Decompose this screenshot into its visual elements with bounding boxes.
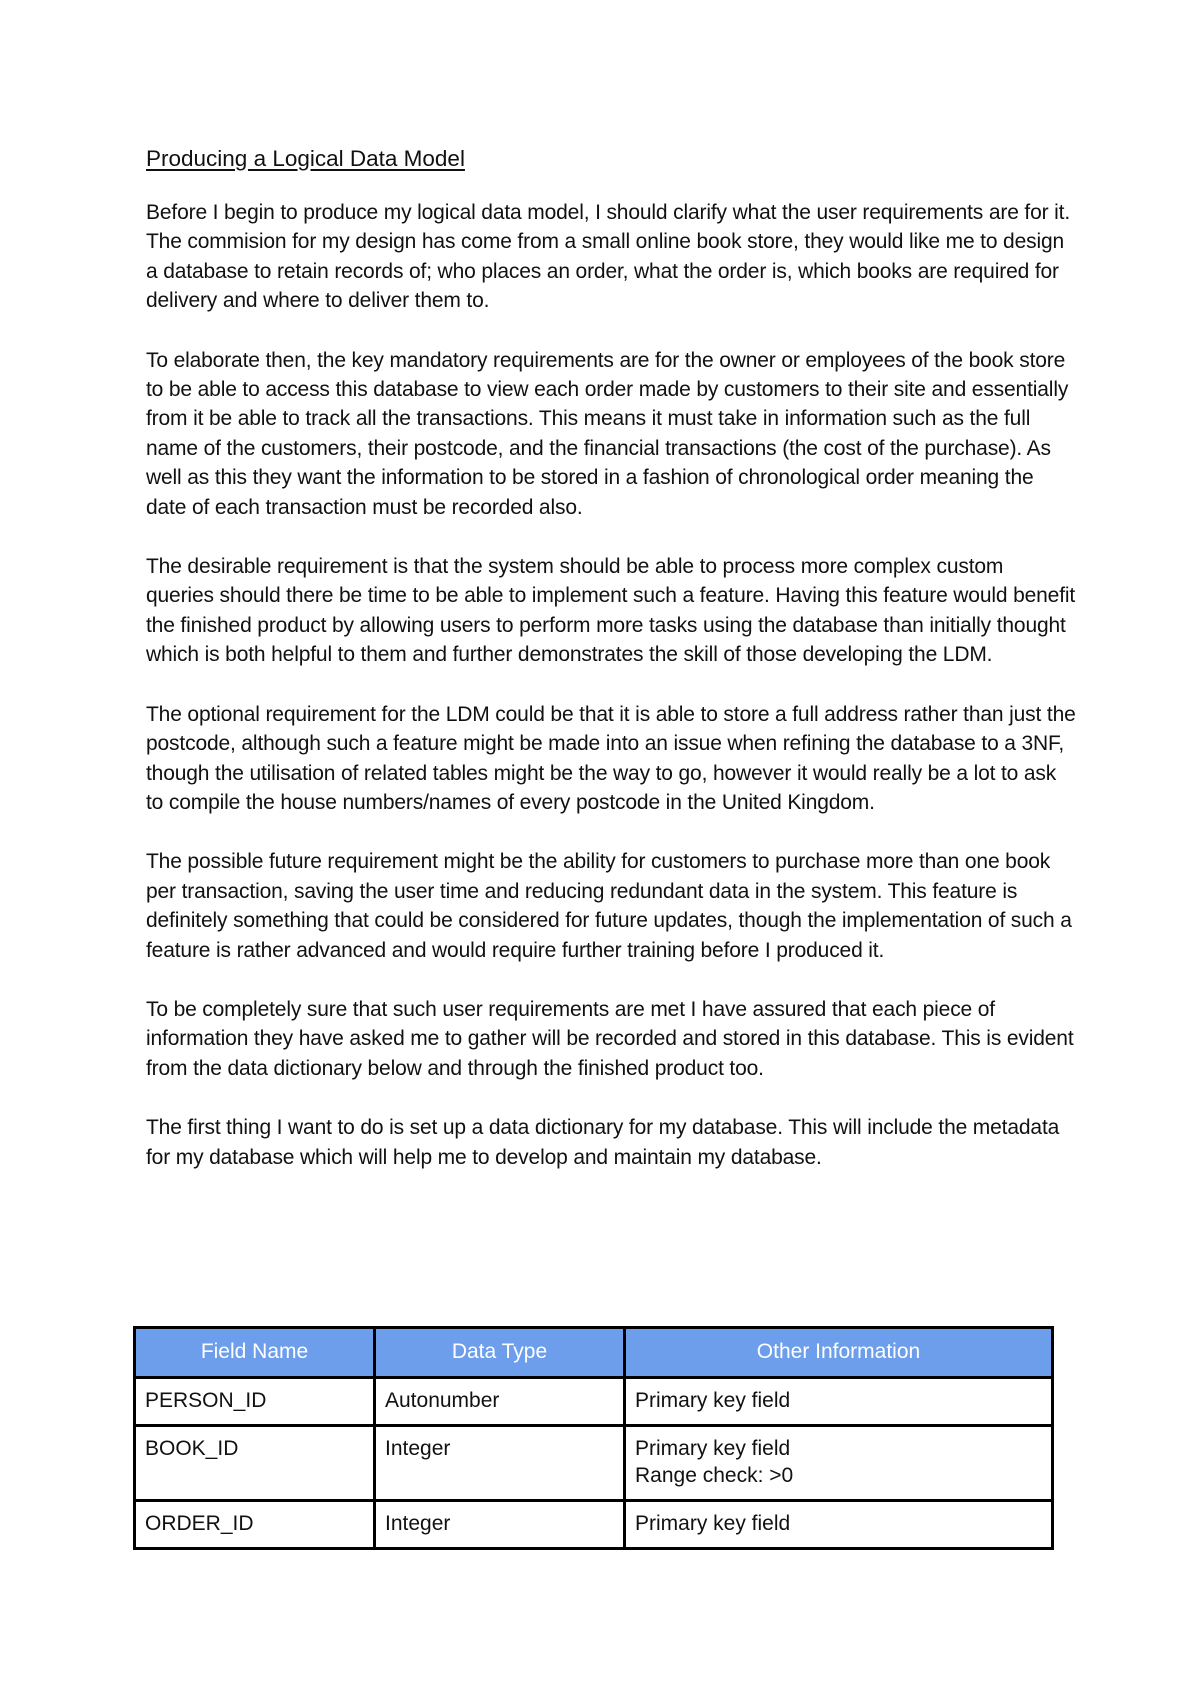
paragraph-data-dictionary-intro: The first thing I want to do is set up a data dictionary for my database. This will include the metadata for my database which will help me to develop and maintain my database. (146, 1116, 1060, 1169)
document-title: Producing a Logical Data Model (146, 146, 465, 171)
table-row (135, 1378, 1053, 1426)
table-row (135, 1426, 1053, 1501)
paragraph-requirements-met: To be completely sure that such user requirements are met I have assured that each piece of information they have asked me to gather will be recorded and stored in this database. This is evident from the data dictionary below and through the finished product too. (146, 997, 1074, 1080)
document-body (146, 144, 1076, 1202)
cell-other-information: Primary key field (625, 1501, 1053, 1549)
cell-other-information: Primary key field (625, 1378, 1053, 1426)
header-data-type: Data Type (375, 1328, 625, 1378)
paragraph-intro: Before I begin to produce my logical data model, I should clarify what the user requirements are for it. The commision for my design has come from a small online book store, they would like me to design a database to retain records of; who places an order, what the order is, which books are required for delivery and where to deliver them to. (146, 201, 1071, 313)
paragraph-optional-requirement: The optional requirement for the LDM could be that it is able to store a full address rather than just the postcode, although such a feature might be made into an issue when refining the database to a 3NF, though the utilisation of related tables might be the way to go, however it would really be a lot to ask to compile the house numbers/names of every postcode in the United Kingdom. (146, 702, 1076, 814)
cell-data-type: Autonumber (375, 1378, 625, 1426)
cell-field-name: ORDER_ID (135, 1501, 375, 1549)
header-field-name: Field Name (135, 1328, 375, 1378)
cell-field-name: PERSON_ID (135, 1378, 375, 1426)
cell-field-name: BOOK_ID (135, 1426, 375, 1501)
cell-data-type: Integer (375, 1426, 625, 1501)
paragraph-future-requirement: The possible future requirement might be the ability for customers to purchase more than one book per transaction, saving the user time and reducing redundant data in the system. This feature is definitely something that could be considered for future updates, though the implementation of such a feature is rather advanced and would require further training before I produced it. (146, 850, 1072, 962)
info-line: Primary key field (635, 1437, 791, 1460)
header-other-information: Other Information (625, 1328, 1053, 1378)
cell-other-information (625, 1426, 1053, 1501)
info-line: Range check: >0 (635, 1464, 794, 1487)
table-row (135, 1501, 1053, 1549)
table-header-row (135, 1328, 1053, 1378)
cell-data-type: Integer (375, 1501, 625, 1549)
data-dictionary-table (133, 1326, 1054, 1550)
paragraph-desirable-requirement: The desirable requirement is that the system should be able to process more complex custom queries should there be time to be able to implement such a feature. Having this feature would benefit the finished product by allowing users to perform more tasks using the database than initially thought which is both helpful to them and further demonstrates the skill of those developing the LDM. (146, 555, 1076, 667)
data-dictionary-table-container (133, 1326, 1051, 1550)
paragraph-mandatory-requirements: To elaborate then, the key mandatory requirements are for the owner or employees of the book store to be able to access this database to view each order made by customers to their site and essentially from it be able to track all the transactions. This means it must take in information such as the full name of the customers, their postcode, and the financial transactions (the cost of the purchase). As well as this they want the information to be stored in a fashion of chronological order meaning the date of each transaction must be recorded also. (146, 348, 1069, 519)
